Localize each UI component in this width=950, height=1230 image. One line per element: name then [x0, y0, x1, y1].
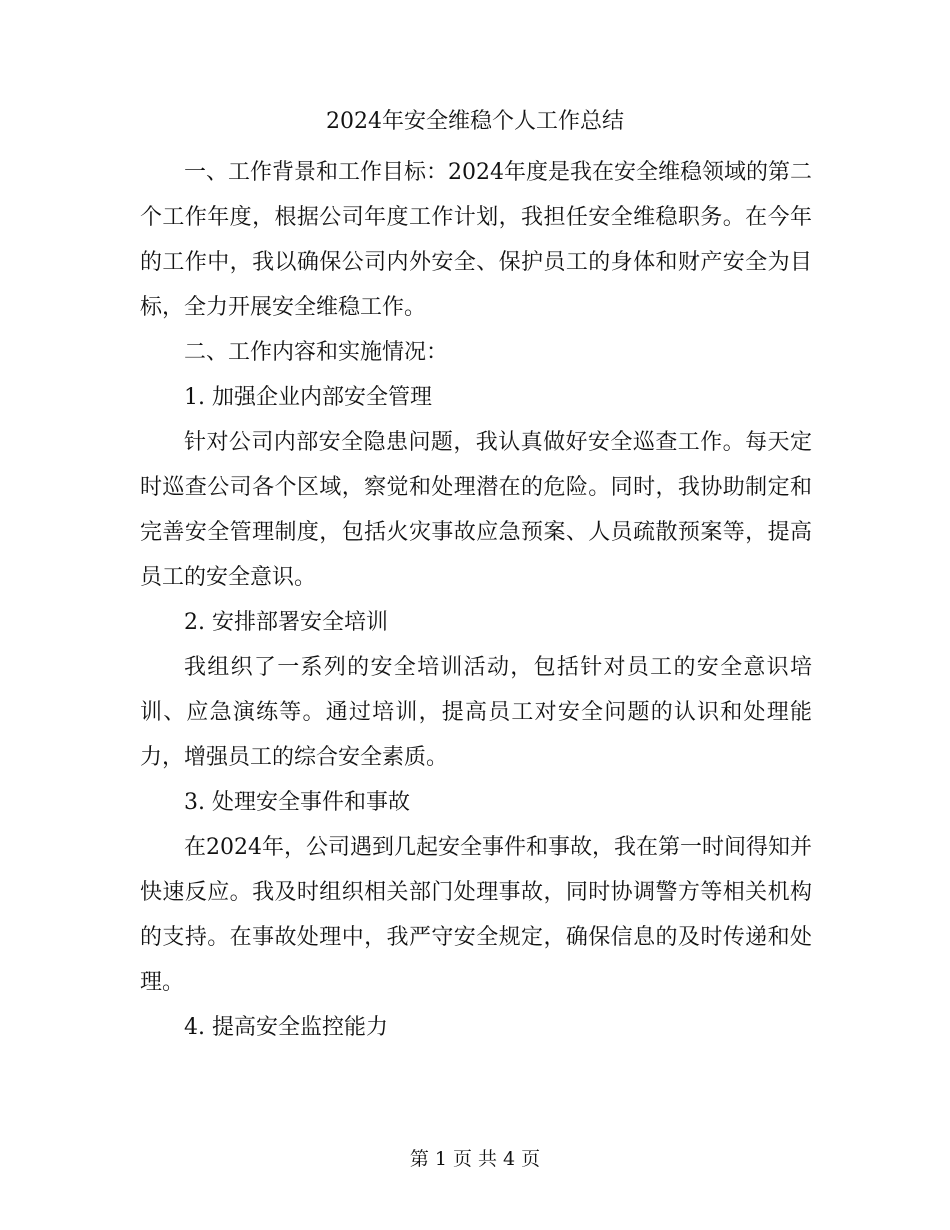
subheading-monitoring: 4. 提高安全监控能力	[184, 1015, 388, 1040]
paragraph-training: 我组织了一系列的安全培训活动，包括针对员工的安全意识培训、应急演练等。通过培训，提高员工对安全问题的认识和处理能力，增强员工的综合安全素质。	[140, 655, 812, 770]
paragraph-background: 一、工作背景和工作目标：2024年度是我在安全维稳领域的第二个工作年度，根据公司年度工作计划，我担任安全维稳职务。在今年的工作中，我以确保公司内外安全、保护员工的身体和财产安全为目标，全力开展安全维稳工作。	[140, 160, 812, 320]
subheading-internal-management: 1. 加强企业内部安全管理	[184, 385, 432, 410]
subheading-training: 2. 安排部署安全培训	[184, 610, 388, 635]
subheading-incidents: 3. 处理安全事件和事故	[184, 790, 410, 815]
section-heading-content: 二、工作内容和实施情况：	[184, 340, 449, 365]
page-number-footer: 第 1 页 共 4 页	[409, 1148, 541, 1170]
document-body	[140, 150, 812, 1050]
paragraph-internal-management: 针对公司内部安全隐患问题，我认真做好安全巡查工作。每天定时巡查公司各个区域，察觉和处理潜在的危险。同时，我协助制定和完善安全管理制度，包括火灾事故应急预案、人员疏散预案等，提高员工的安全意识。	[140, 430, 812, 590]
document-title: 2024年安全维稳个人工作总结	[326, 109, 624, 134]
paragraph-incidents: 在2024年，公司遇到几起安全事件和事故，我在第一时间得知并快速反应。我及时组织相关部门处理事故，同时协调警方等相关机构的支持。在事故处理中，我严守安全规定，确保信息的及时传递和处理。	[140, 835, 812, 995]
